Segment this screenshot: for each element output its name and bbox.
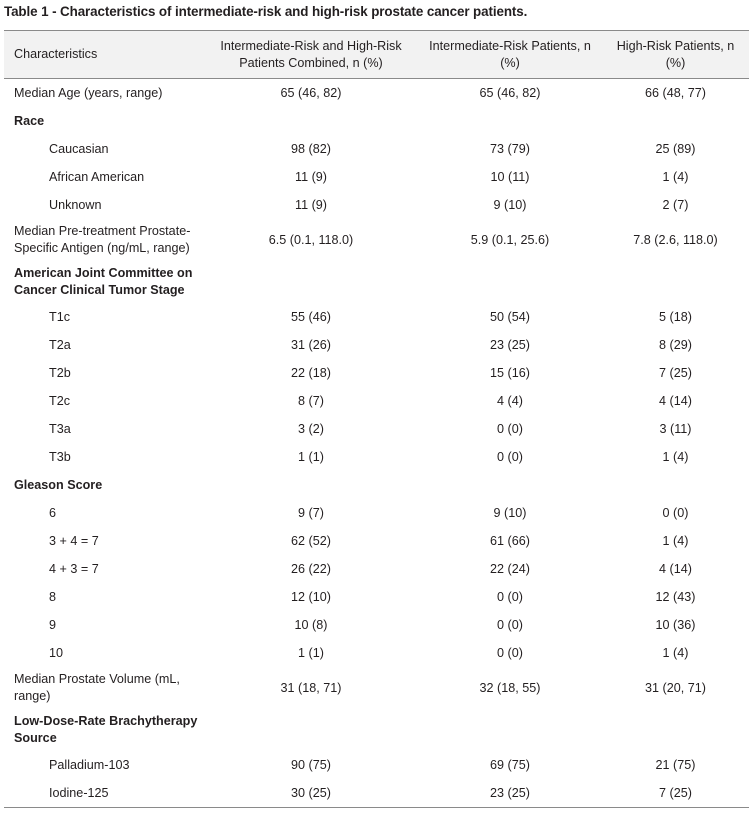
row-value: 8 (7) bbox=[298, 393, 324, 408]
table-row bbox=[4, 583, 749, 611]
row-value: 61 (66) bbox=[490, 533, 530, 548]
row-value: 0 (0) bbox=[497, 589, 523, 604]
row-value: 4 (14) bbox=[659, 393, 692, 408]
row-value bbox=[418, 261, 602, 303]
row-value: 10 (36) bbox=[655, 617, 696, 632]
row-label: Median Prostate Volume (mL, range) bbox=[14, 672, 180, 703]
row-label: Race bbox=[14, 113, 45, 128]
row-value: 26 (22) bbox=[291, 561, 331, 576]
table-row bbox=[4, 555, 749, 583]
row-value: 2 (7) bbox=[662, 197, 689, 212]
table-row bbox=[4, 191, 749, 219]
row-value: 66 (48, 77) bbox=[645, 85, 706, 100]
row-value: 65 (46, 82) bbox=[280, 85, 342, 100]
row-label: American Joint Committee on Cancer Clinical Tumor Stage bbox=[14, 266, 193, 297]
table-row bbox=[4, 751, 749, 779]
row-label: 6 bbox=[49, 505, 57, 520]
row-value: 50 (54) bbox=[490, 309, 530, 324]
row-value: 11 (9) bbox=[295, 169, 327, 184]
table-row bbox=[4, 107, 749, 135]
row-label: Median Pre-treatment Prostate-Specific Antigen (ng/mL, range) bbox=[14, 224, 191, 255]
row-value bbox=[602, 107, 749, 135]
table-row bbox=[4, 415, 749, 443]
characteristics-table bbox=[4, 30, 749, 808]
row-label: T2a bbox=[49, 337, 71, 352]
table-caption: Table 1 - Characteristics of intermediate-risk and high-risk prostate cancer patients. bbox=[4, 4, 528, 19]
row-value bbox=[602, 261, 749, 303]
row-value: 1 (4) bbox=[662, 645, 689, 660]
row-value: 3 (11) bbox=[659, 421, 692, 436]
row-label: Gleason Score bbox=[14, 477, 103, 492]
row-value: 62 (52) bbox=[291, 533, 331, 548]
row-value: 7 (25) bbox=[659, 365, 692, 380]
row-value bbox=[418, 107, 602, 135]
row-value: 0 (0) bbox=[497, 421, 523, 436]
table-body bbox=[4, 79, 749, 808]
header-intermediate-risk: Intermediate-Risk Patients, n (%) bbox=[418, 31, 602, 79]
row-value bbox=[418, 709, 602, 751]
row-value bbox=[204, 471, 418, 499]
row-value: 73 (79) bbox=[490, 141, 530, 156]
row-value: 9 (10) bbox=[493, 197, 527, 212]
row-value: 6.5 (0.1, 118.0) bbox=[268, 232, 354, 247]
row-label: 8 bbox=[49, 589, 57, 604]
row-label: 9 bbox=[49, 617, 57, 632]
table-row bbox=[4, 163, 749, 191]
row-value: 31 (18, 71) bbox=[280, 680, 342, 695]
row-value: 3 (2) bbox=[298, 421, 324, 436]
table-row bbox=[4, 527, 749, 555]
row-value: 4 (14) bbox=[659, 561, 692, 576]
row-value: 98 (82) bbox=[291, 141, 331, 156]
row-value: 7.8 (2.6, 118.0) bbox=[633, 232, 718, 247]
row-value bbox=[602, 471, 749, 499]
header-characteristics: Characteristics bbox=[4, 31, 204, 79]
row-value: 1 (1) bbox=[298, 645, 324, 660]
row-value: 12 (10) bbox=[291, 589, 331, 604]
row-label: T3a bbox=[49, 421, 71, 436]
row-value: 5 (18) bbox=[659, 309, 692, 324]
table-row bbox=[4, 331, 749, 359]
row-label: 10 bbox=[49, 645, 64, 660]
table-row bbox=[4, 219, 749, 261]
row-label: T1c bbox=[49, 309, 70, 324]
row-value: 0 (0) bbox=[497, 449, 523, 464]
row-label: African American bbox=[49, 169, 145, 184]
row-value: 0 (0) bbox=[662, 505, 689, 520]
row-value: 12 (43) bbox=[655, 589, 696, 604]
row-value: 55 (46) bbox=[291, 309, 331, 324]
row-value: 1 (4) bbox=[662, 169, 689, 184]
row-value bbox=[204, 709, 418, 751]
row-value: 31 (20, 71) bbox=[645, 680, 706, 695]
row-label: T2c bbox=[49, 393, 70, 408]
row-value: 0 (0) bbox=[497, 645, 523, 660]
row-value: 10 (8) bbox=[294, 617, 328, 632]
row-label: T2b bbox=[49, 365, 71, 380]
row-value bbox=[602, 709, 749, 751]
row-value bbox=[204, 261, 418, 303]
table-row bbox=[4, 471, 749, 499]
row-value: 23 (25) bbox=[490, 337, 530, 352]
row-value: 1 (1) bbox=[298, 449, 324, 464]
header-combined: Intermediate-Risk and High-Risk Patients Combined, n (%) bbox=[204, 31, 418, 79]
table-row bbox=[4, 709, 749, 751]
table-row bbox=[4, 639, 749, 667]
row-value: 25 (89) bbox=[655, 141, 696, 156]
row-label: Low-Dose-Rate Brachytherapy Source bbox=[14, 714, 198, 745]
row-value: 65 (46, 82) bbox=[479, 85, 541, 100]
row-value: 4 (4) bbox=[497, 393, 523, 408]
row-value: 31 (26) bbox=[291, 337, 331, 352]
row-value: 22 (24) bbox=[490, 561, 530, 576]
table-row bbox=[4, 303, 749, 331]
row-value: 0 (0) bbox=[497, 617, 523, 632]
row-value: 30 (25) bbox=[204, 779, 418, 808]
table-row bbox=[4, 499, 749, 527]
row-label: Unknown bbox=[49, 197, 102, 212]
row-value: 1 (4) bbox=[662, 449, 689, 464]
row-label: Caucasian bbox=[49, 141, 109, 156]
row-value: 15 (16) bbox=[490, 365, 530, 380]
row-value: 69 (75) bbox=[490, 757, 530, 772]
row-label: 4 + 3 = 7 bbox=[49, 561, 99, 576]
row-label: Iodine-125 bbox=[4, 779, 204, 808]
row-value: 9 (10) bbox=[493, 505, 527, 520]
table-row bbox=[4, 611, 749, 639]
row-value: 7 (25) bbox=[602, 779, 749, 808]
row-value: 8 (29) bbox=[659, 337, 692, 352]
table-row bbox=[4, 387, 749, 415]
row-value bbox=[204, 107, 418, 135]
table-row bbox=[4, 79, 749, 108]
table-row bbox=[4, 359, 749, 387]
table-header-row bbox=[4, 31, 749, 79]
row-label: Palladium-103 bbox=[49, 757, 130, 772]
row-value bbox=[418, 471, 602, 499]
row-value: 10 (11) bbox=[490, 169, 530, 184]
row-value: 5.9 (0.1, 25.6) bbox=[470, 232, 550, 247]
row-label: 3 + 4 = 7 bbox=[49, 533, 99, 548]
row-value: 23 (25) bbox=[418, 779, 602, 808]
row-value: 32 (18, 55) bbox=[479, 680, 541, 695]
row-label: Median Age (years, range) bbox=[14, 85, 163, 100]
row-value: 9 (7) bbox=[298, 505, 324, 520]
row-value: 11 (9) bbox=[295, 197, 327, 212]
row-value: 22 (18) bbox=[291, 365, 331, 380]
row-label: T3b bbox=[49, 449, 71, 464]
row-value: 1 (4) bbox=[662, 533, 689, 548]
table-row bbox=[4, 779, 749, 808]
header-high-risk: High-Risk Patients, n (%) bbox=[602, 31, 749, 79]
row-value: 90 (75) bbox=[291, 757, 331, 772]
table-row bbox=[4, 261, 749, 303]
table-row bbox=[4, 443, 749, 471]
table-row bbox=[4, 135, 749, 163]
table-row bbox=[4, 667, 749, 709]
row-value: 21 (75) bbox=[655, 757, 696, 772]
